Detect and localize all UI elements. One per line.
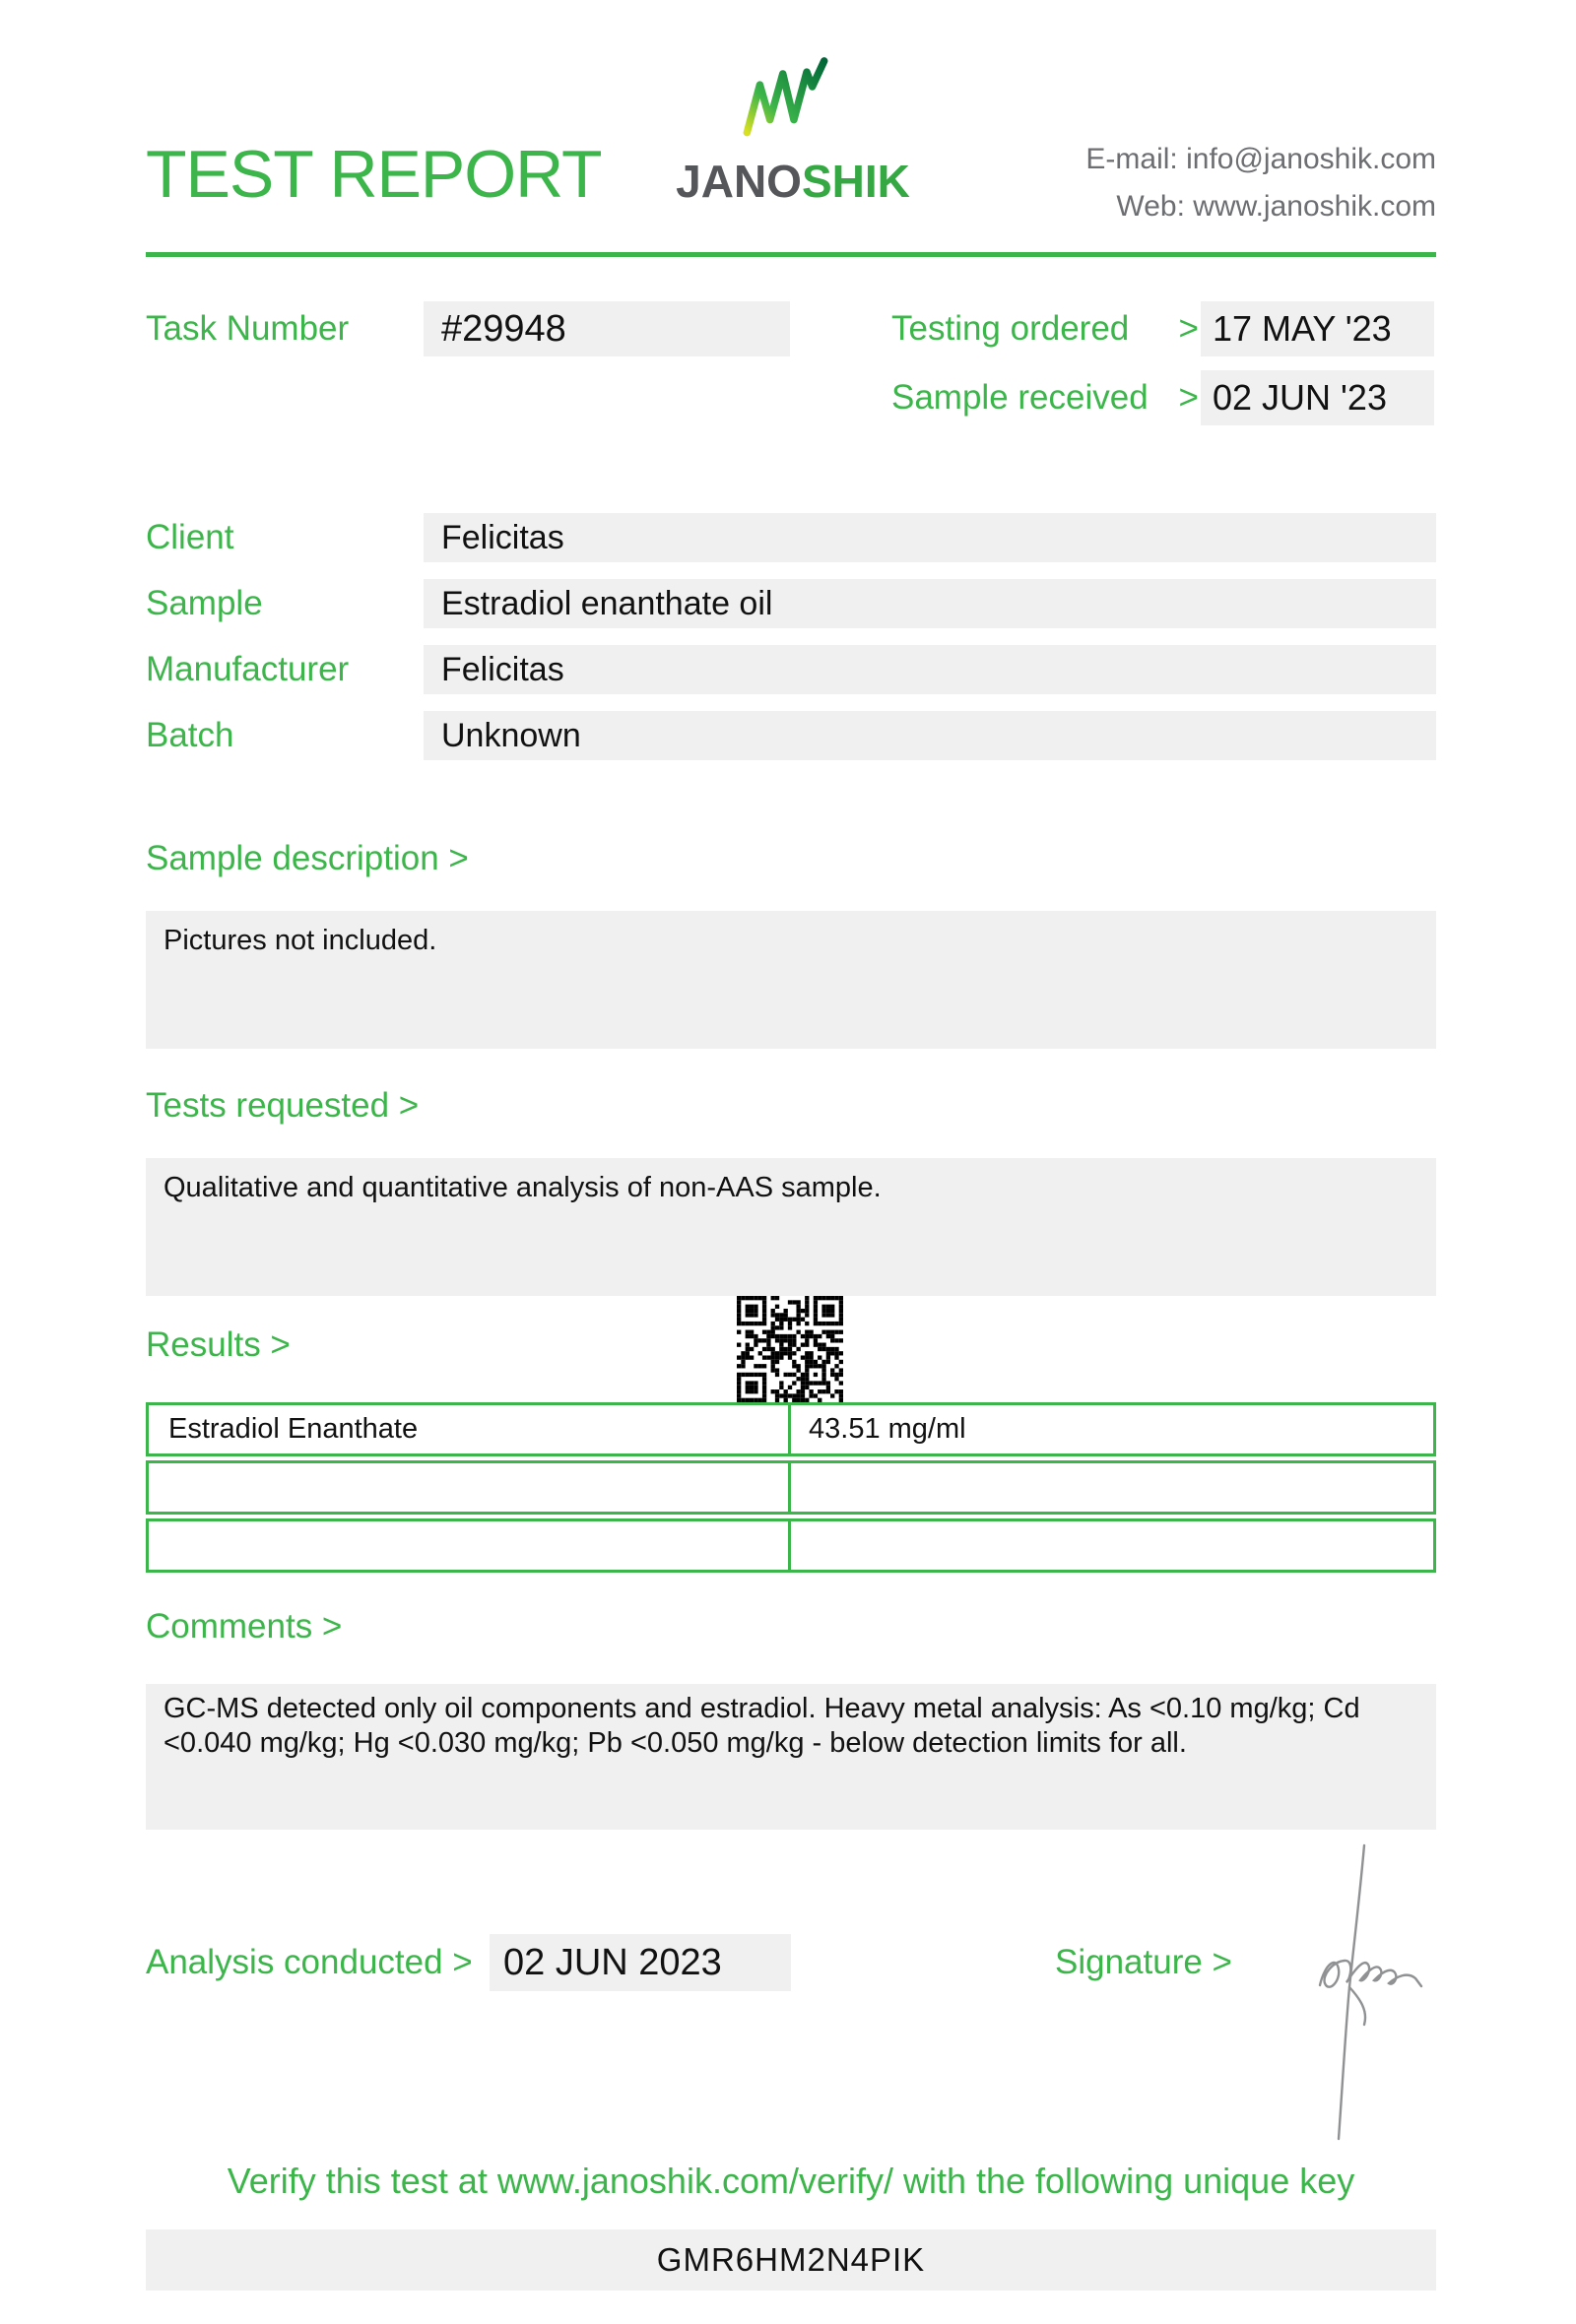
logo-wordmark bbox=[676, 155, 910, 208]
manufacturer-value: Felicitas bbox=[424, 645, 1436, 694]
sample-label: Sample bbox=[146, 584, 263, 622]
client-label: Client bbox=[146, 518, 234, 556]
page-title: TEST REPORT bbox=[146, 137, 602, 212]
result-substance bbox=[149, 1521, 791, 1570]
results-table bbox=[146, 1402, 1436, 1577]
logo bbox=[645, 57, 941, 208]
sample-received-text: Sample received bbox=[891, 378, 1149, 417]
verify-instruction: Verify this test at www.janoshik.com/verify/ with the following unique key bbox=[227, 2161, 1355, 2201]
comments-box: GC-MS detected only oil components and estradiol. Heavy metal analysis: As <0.10 mg/kg; Cd <0.040 mg/kg; Hg <0.030 mg/kg; Pb <0.050 mg/kg - below detection limits for all. bbox=[146, 1684, 1436, 1830]
result-substance bbox=[149, 1463, 791, 1512]
tests-requested-heading: Tests requested > bbox=[146, 1086, 420, 1125]
sample-received-value: 02 JUN '23 bbox=[1201, 370, 1434, 425]
analysis-conducted-value: 02 JUN 2023 bbox=[490, 1934, 791, 1991]
batch-label: Batch bbox=[146, 716, 234, 754]
result-value: 43.51 mg/ml bbox=[809, 1413, 966, 1445]
testing-ordered-text: Testing ordered bbox=[891, 309, 1130, 348]
result-substance: Estradiol Enanthate bbox=[149, 1405, 791, 1453]
manufacturer-label: Manufacturer bbox=[146, 650, 350, 688]
qr-code bbox=[737, 1296, 843, 1402]
table-row bbox=[146, 1402, 1436, 1456]
arrow-icon: > bbox=[1178, 309, 1199, 348]
signature-label: Signature > bbox=[1055, 1943, 1232, 1981]
task-number-label: Task Number bbox=[146, 309, 350, 348]
logo-chart-icon bbox=[738, 57, 848, 149]
contact-email: E-mail: info@janoshik.com bbox=[1085, 143, 1436, 175]
unique-key-value: GMR6HM2N4PIK bbox=[146, 2229, 1436, 2291]
logo-wordmark-green: SHIK bbox=[801, 156, 910, 207]
sample-received-label bbox=[891, 370, 1199, 425]
result-value bbox=[791, 1463, 1433, 1512]
results-heading: Results > bbox=[146, 1325, 291, 1364]
sample-description-box: Pictures not included. bbox=[146, 911, 1436, 1049]
contact-block bbox=[1085, 136, 1436, 230]
batch-value: Unknown bbox=[424, 711, 1436, 760]
testing-ordered-value: 17 MAY '23 bbox=[1201, 301, 1434, 356]
tests-requested-box: Qualitative and quantitative analysis of non-AAS sample. bbox=[146, 1158, 1436, 1296]
logo-wordmark-dark: JANO bbox=[676, 156, 802, 207]
sample-value: Estradiol enanthate oil bbox=[424, 579, 1436, 628]
header-divider bbox=[146, 252, 1436, 257]
contact-web: Web: www.janoshik.com bbox=[1116, 190, 1436, 223]
table-row bbox=[146, 1460, 1436, 1515]
analysis-conducted-label: Analysis conducted > bbox=[146, 1943, 473, 1981]
client-value: Felicitas bbox=[424, 513, 1436, 562]
arrow-icon: > bbox=[1178, 378, 1199, 417]
comments-heading: Comments > bbox=[146, 1607, 343, 1646]
task-number-value: #29948 bbox=[424, 301, 790, 356]
sample-description-heading: Sample description > bbox=[146, 839, 469, 877]
signature-scribble bbox=[1266, 1841, 1428, 2149]
result-value bbox=[791, 1521, 1433, 1570]
table-row bbox=[146, 1518, 1436, 1573]
testing-ordered-label bbox=[891, 301, 1199, 356]
